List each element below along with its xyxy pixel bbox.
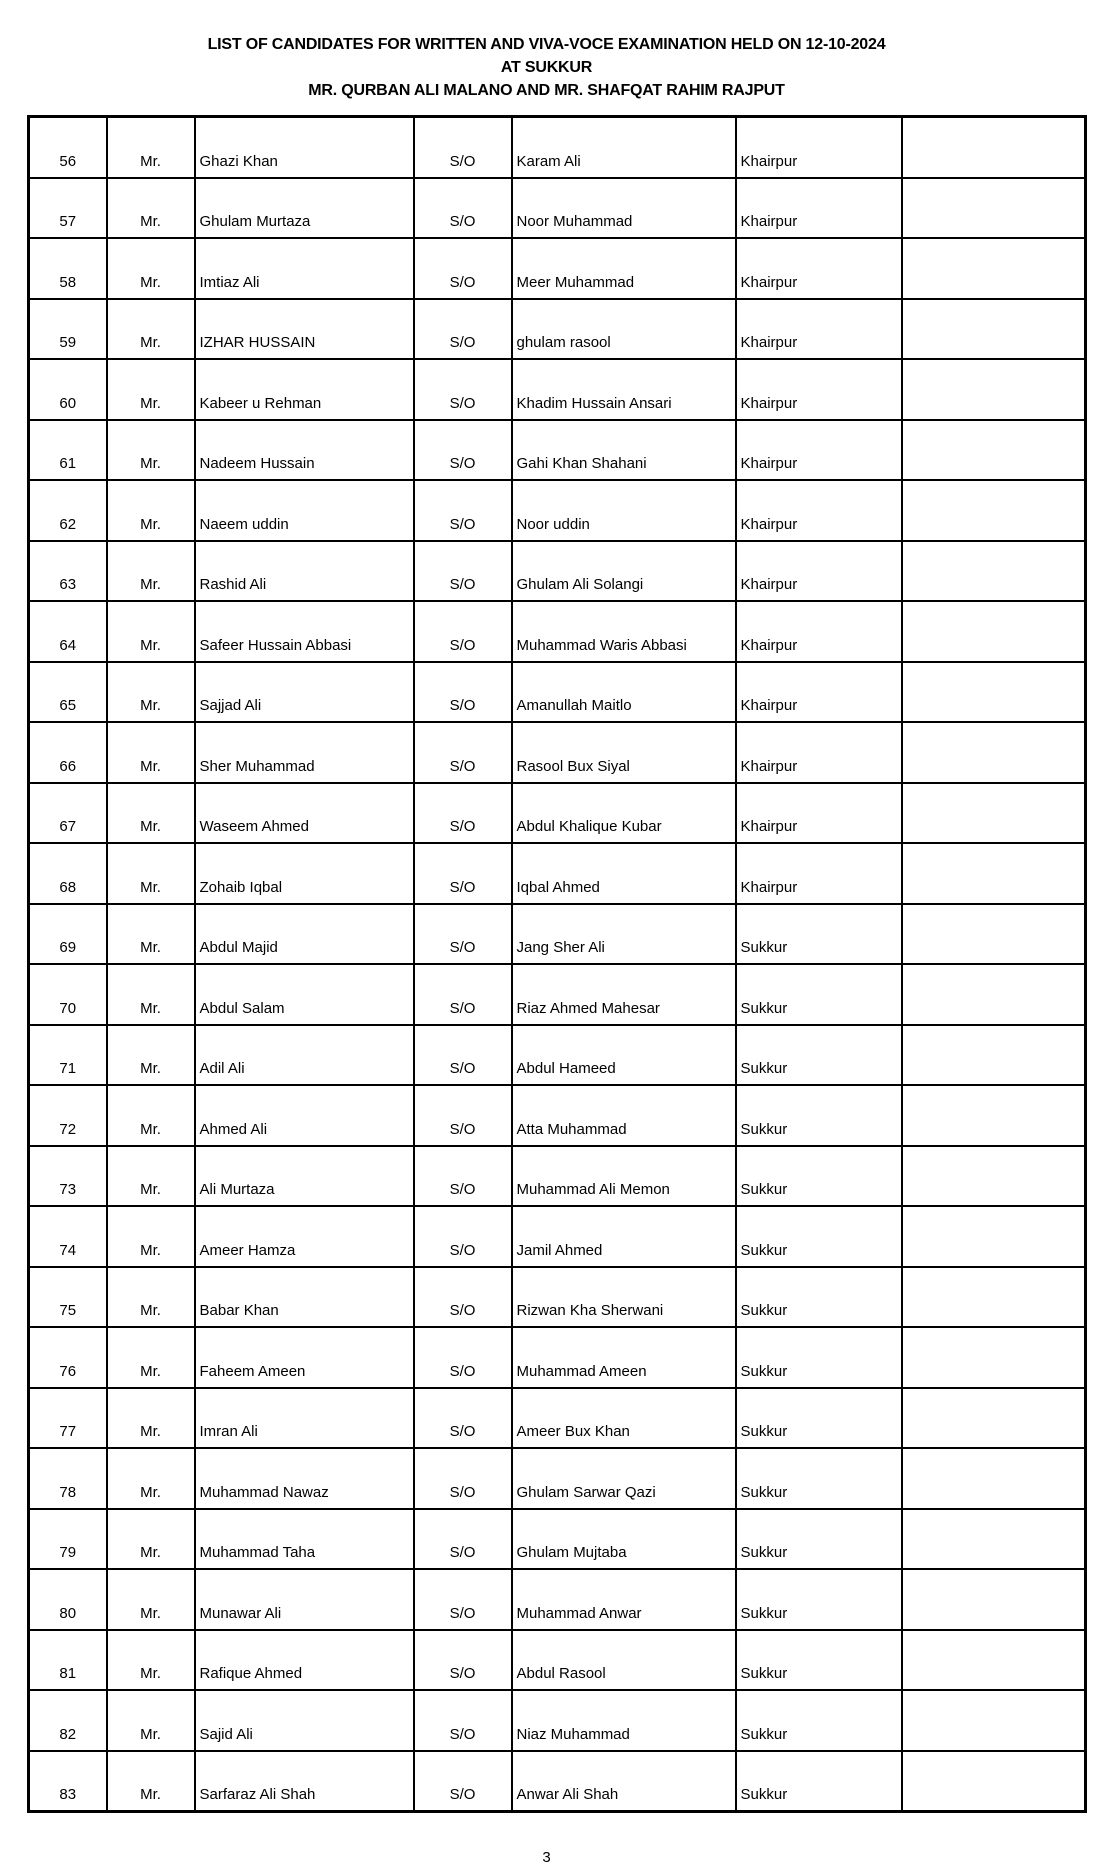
serial-number-cell: 69 [29,904,107,965]
father-name-cell: Muhammad Ameen [512,1327,736,1388]
father-name-cell: Jamil Ahmed [512,1206,736,1267]
candidate-name-cell: Rafique Ahmed [195,1630,414,1691]
serial-number-cell: 73 [29,1146,107,1207]
relation-cell: S/O [414,964,512,1025]
relation-cell: S/O [414,1146,512,1207]
father-name-cell: Gahi Khan Shahani [512,420,736,481]
title-line-3: MR. QURBAN ALI MALANO AND MR. SHAFQAT RAHIM RAJPUT [308,82,785,99]
candidate-name-cell: Sajid Ali [195,1690,414,1751]
serial-number-cell: 70 [29,964,107,1025]
table-row [29,964,1086,1025]
remarks-cell [902,238,1086,299]
relation-cell: S/O [414,420,512,481]
remarks-cell [902,299,1086,360]
district-cell: Khairpur [736,662,902,723]
table-row [29,299,1086,360]
district-cell: Khairpur [736,178,902,239]
salutation-cell: Mr. [107,1025,195,1086]
serial-number-cell: 63 [29,541,107,602]
remarks-cell [902,783,1086,844]
table-row [29,1448,1086,1509]
candidate-name-cell: Ghazi Khan [195,117,414,178]
remarks-cell [902,1751,1086,1812]
table-row [29,662,1086,723]
relation-cell: S/O [414,1690,512,1751]
district-cell: Sukkur [736,1327,902,1388]
remarks-cell [902,662,1086,723]
serial-number-cell: 67 [29,783,107,844]
serial-number-cell: 65 [29,662,107,723]
table-row [29,843,1086,904]
father-name-cell: Ghulam Ali Solangi [512,541,736,602]
relation-cell: S/O [414,1751,512,1812]
father-name-cell: Atta Muhammad [512,1085,736,1146]
table-row [29,722,1086,783]
serial-number-cell: 82 [29,1690,107,1751]
serial-number-cell: 72 [29,1085,107,1146]
father-name-cell: Muhammad Anwar [512,1569,736,1630]
salutation-cell: Mr. [107,722,195,783]
remarks-cell [902,722,1086,783]
father-name-cell: Iqbal Ahmed [512,843,736,904]
candidate-name-cell: Ghulam Murtaza [195,178,414,239]
relation-cell: S/O [414,1388,512,1449]
serial-number-cell: 75 [29,1267,107,1328]
salutation-cell: Mr. [107,1448,195,1509]
salutation-cell: Mr. [107,843,195,904]
serial-number-cell: 66 [29,722,107,783]
remarks-cell [902,178,1086,239]
candidate-name-cell: Ameer Hamza [195,1206,414,1267]
relation-cell: S/O [414,299,512,360]
district-cell: Sukkur [736,1025,902,1086]
district-cell: Sukkur [736,1267,902,1328]
candidate-name-cell: Naeem uddin [195,480,414,541]
district-cell: Khairpur [736,601,902,662]
candidate-name-cell: Waseem Ahmed [195,783,414,844]
remarks-cell [902,1267,1086,1328]
father-name-cell: Karam Ali [512,117,736,178]
district-cell: Sukkur [736,1448,902,1509]
table-row [29,1206,1086,1267]
relation-cell: S/O [414,1448,512,1509]
candidate-name-cell: Abdul Majid [195,904,414,965]
father-name-cell: Amanullah Maitlo [512,662,736,723]
salutation-cell: Mr. [107,1630,195,1691]
page-number: 3 [542,1849,551,1866]
serial-number-cell: 58 [29,238,107,299]
table-row [29,1388,1086,1449]
serial-number-cell: 83 [29,1751,107,1812]
remarks-cell [902,480,1086,541]
salutation-cell: Mr. [107,1751,195,1812]
table-row [29,1085,1086,1146]
table-row [29,783,1086,844]
district-cell: Sukkur [736,1690,902,1751]
district-cell: Khairpur [736,299,902,360]
salutation-cell: Mr. [107,601,195,662]
serial-number-cell: 78 [29,1448,107,1509]
remarks-cell [902,1448,1086,1509]
candidate-name-cell: Muhammad Nawaz [195,1448,414,1509]
title-line-2: AT SUKKUR [500,59,593,76]
district-cell: Sukkur [736,964,902,1025]
salutation-cell: Mr. [107,117,195,178]
remarks-cell [902,1146,1086,1207]
remarks-cell [902,964,1086,1025]
serial-number-cell: 56 [29,117,107,178]
remarks-cell [902,117,1086,178]
salutation-cell: Mr. [107,1206,195,1267]
serial-number-cell: 60 [29,359,107,420]
remarks-cell [902,601,1086,662]
salutation-cell: Mr. [107,662,195,723]
relation-cell: S/O [414,783,512,844]
candidate-name-cell: Abdul Salam [195,964,414,1025]
salutation-cell: Mr. [107,964,195,1025]
serial-number-cell: 57 [29,178,107,239]
remarks-cell [902,420,1086,481]
table-row [29,1630,1086,1691]
father-name-cell: Ghulam Sarwar Qazi [512,1448,736,1509]
salutation-cell: Mr. [107,299,195,360]
candidate-name-cell: Munawar Ali [195,1569,414,1630]
father-name-cell: Jang Sher Ali [512,904,736,965]
table-row [29,480,1086,541]
relation-cell: S/O [414,541,512,602]
district-cell: Khairpur [736,117,902,178]
remarks-cell [902,1327,1086,1388]
document-title [0,0,1093,102]
district-cell: Sukkur [736,1630,902,1691]
serial-number-cell: 59 [29,299,107,360]
district-cell: Sukkur [736,1388,902,1449]
father-name-cell: Muhammad Ali Memon [512,1146,736,1207]
father-name-cell: Abdul Rasool [512,1630,736,1691]
candidate-name-cell: Safeer Hussain Abbasi [195,601,414,662]
serial-number-cell: 62 [29,480,107,541]
table-row [29,359,1086,420]
relation-cell: S/O [414,117,512,178]
candidate-name-cell: Kabeer u Rehman [195,359,414,420]
salutation-cell: Mr. [107,541,195,602]
salutation-cell: Mr. [107,1327,195,1388]
table-row [29,420,1086,481]
father-name-cell: Abdul Hameed [512,1025,736,1086]
remarks-cell [902,541,1086,602]
salutation-cell: Mr. [107,238,195,299]
district-cell: Sukkur [736,1206,902,1267]
table-row [29,178,1086,239]
table-row [29,1509,1086,1570]
father-name-cell: Niaz Muhammad [512,1690,736,1751]
father-name-cell: Rasool Bux Siyal [512,722,736,783]
relation-cell: S/O [414,601,512,662]
remarks-cell [902,1025,1086,1086]
table-row [29,601,1086,662]
serial-number-cell: 71 [29,1025,107,1086]
salutation-cell: Mr. [107,1085,195,1146]
serial-number-cell: 81 [29,1630,107,1691]
serial-number-cell: 64 [29,601,107,662]
salutation-cell: Mr. [107,1146,195,1207]
candidate-name-cell: Nadeem Hussain [195,420,414,481]
relation-cell: S/O [414,722,512,783]
salutation-cell: Mr. [107,480,195,541]
candidate-name-cell: Faheem Ameen [195,1327,414,1388]
table-row [29,1146,1086,1207]
candidate-name-cell: Babar Khan [195,1267,414,1328]
table-row [29,1025,1086,1086]
table-row [29,238,1086,299]
father-name-cell: Ameer Bux Khan [512,1388,736,1449]
candidate-name-cell: Muhammad Taha [195,1509,414,1570]
salutation-cell: Mr. [107,359,195,420]
candidate-name-cell: Zohaib Iqbal [195,843,414,904]
remarks-cell [902,1690,1086,1751]
remarks-cell [902,1388,1086,1449]
candidate-name-cell: Ali Murtaza [195,1146,414,1207]
relation-cell: S/O [414,904,512,965]
serial-number-cell: 61 [29,420,107,481]
relation-cell: S/O [414,1025,512,1086]
salutation-cell: Mr. [107,1267,195,1328]
remarks-cell [902,1569,1086,1630]
relation-cell: S/O [414,843,512,904]
father-name-cell: Muhammad Waris Abbasi [512,601,736,662]
father-name-cell: ghulam rasool [512,299,736,360]
table-row [29,1751,1086,1812]
salutation-cell: Mr. [107,178,195,239]
relation-cell: S/O [414,1509,512,1570]
salutation-cell: Mr. [107,1388,195,1449]
district-cell: Sukkur [736,1751,902,1812]
father-name-cell: Noor uddin [512,480,736,541]
father-name-cell: Abdul Khalique Kubar [512,783,736,844]
table-row [29,904,1086,965]
serial-number-cell: 74 [29,1206,107,1267]
candidate-name-cell: Imran Ali [195,1388,414,1449]
table-row [29,541,1086,602]
relation-cell: S/O [414,1085,512,1146]
father-name-cell: Anwar Ali Shah [512,1751,736,1812]
remarks-cell [902,1630,1086,1691]
candidate-name-cell: Rashid Ali [195,541,414,602]
candidate-name-cell: Sher Muhammad [195,722,414,783]
serial-number-cell: 68 [29,843,107,904]
remarks-cell [902,843,1086,904]
relation-cell: S/O [414,1569,512,1630]
table-row [29,1690,1086,1751]
title-line-1: LIST OF CANDIDATES FOR WRITTEN AND VIVA-VOCE EXAMINATION HELD ON 12-10-2024 [207,36,886,53]
serial-number-cell: 80 [29,1569,107,1630]
district-cell: Khairpur [736,480,902,541]
remarks-cell [902,1206,1086,1267]
relation-cell: S/O [414,1327,512,1388]
table-row [29,1569,1086,1630]
salutation-cell: Mr. [107,904,195,965]
remarks-cell [902,1085,1086,1146]
table-row [29,117,1086,178]
relation-cell: S/O [414,178,512,239]
relation-cell: S/O [414,662,512,723]
district-cell: Sukkur [736,1146,902,1207]
candidates-table [27,115,1087,1813]
candidate-name-cell: IZHAR HUSSAIN [195,299,414,360]
district-cell: Khairpur [736,420,902,481]
father-name-cell: Khadim Hussain Ansari [512,359,736,420]
salutation-cell: Mr. [107,1509,195,1570]
district-cell: Sukkur [736,1569,902,1630]
district-cell: Khairpur [736,359,902,420]
salutation-cell: Mr. [107,420,195,481]
district-cell: Khairpur [736,541,902,602]
father-name-cell: Rizwan Kha Sherwani [512,1267,736,1328]
remarks-cell [902,359,1086,420]
table-row [29,1327,1086,1388]
relation-cell: S/O [414,359,512,420]
district-cell: Khairpur [736,238,902,299]
district-cell: Khairpur [736,783,902,844]
district-cell: Sukkur [736,1509,902,1570]
relation-cell: S/O [414,480,512,541]
father-name-cell: Riaz Ahmed Mahesar [512,964,736,1025]
relation-cell: S/O [414,1267,512,1328]
table-row [29,1267,1086,1328]
father-name-cell: Noor Muhammad [512,178,736,239]
district-cell: Khairpur [736,843,902,904]
salutation-cell: Mr. [107,783,195,844]
candidate-name-cell: Sajjad Ali [195,662,414,723]
district-cell: Sukkur [736,904,902,965]
serial-number-cell: 76 [29,1327,107,1388]
candidate-name-cell: Adil Ali [195,1025,414,1086]
serial-number-cell: 79 [29,1509,107,1570]
salutation-cell: Mr. [107,1690,195,1751]
father-name-cell: Meer Muhammad [512,238,736,299]
father-name-cell: Ghulam Mujtaba [512,1509,736,1570]
candidate-name-cell: Sarfaraz Ali Shah [195,1751,414,1812]
relation-cell: S/O [414,1206,512,1267]
remarks-cell [902,1509,1086,1570]
relation-cell: S/O [414,238,512,299]
relation-cell: S/O [414,1630,512,1691]
candidate-name-cell: Imtiaz Ali [195,238,414,299]
district-cell: Sukkur [736,1085,902,1146]
salutation-cell: Mr. [107,1569,195,1630]
candidate-name-cell: Ahmed Ali [195,1085,414,1146]
district-cell: Khairpur [736,722,902,783]
serial-number-cell: 77 [29,1388,107,1449]
remarks-cell [902,904,1086,965]
